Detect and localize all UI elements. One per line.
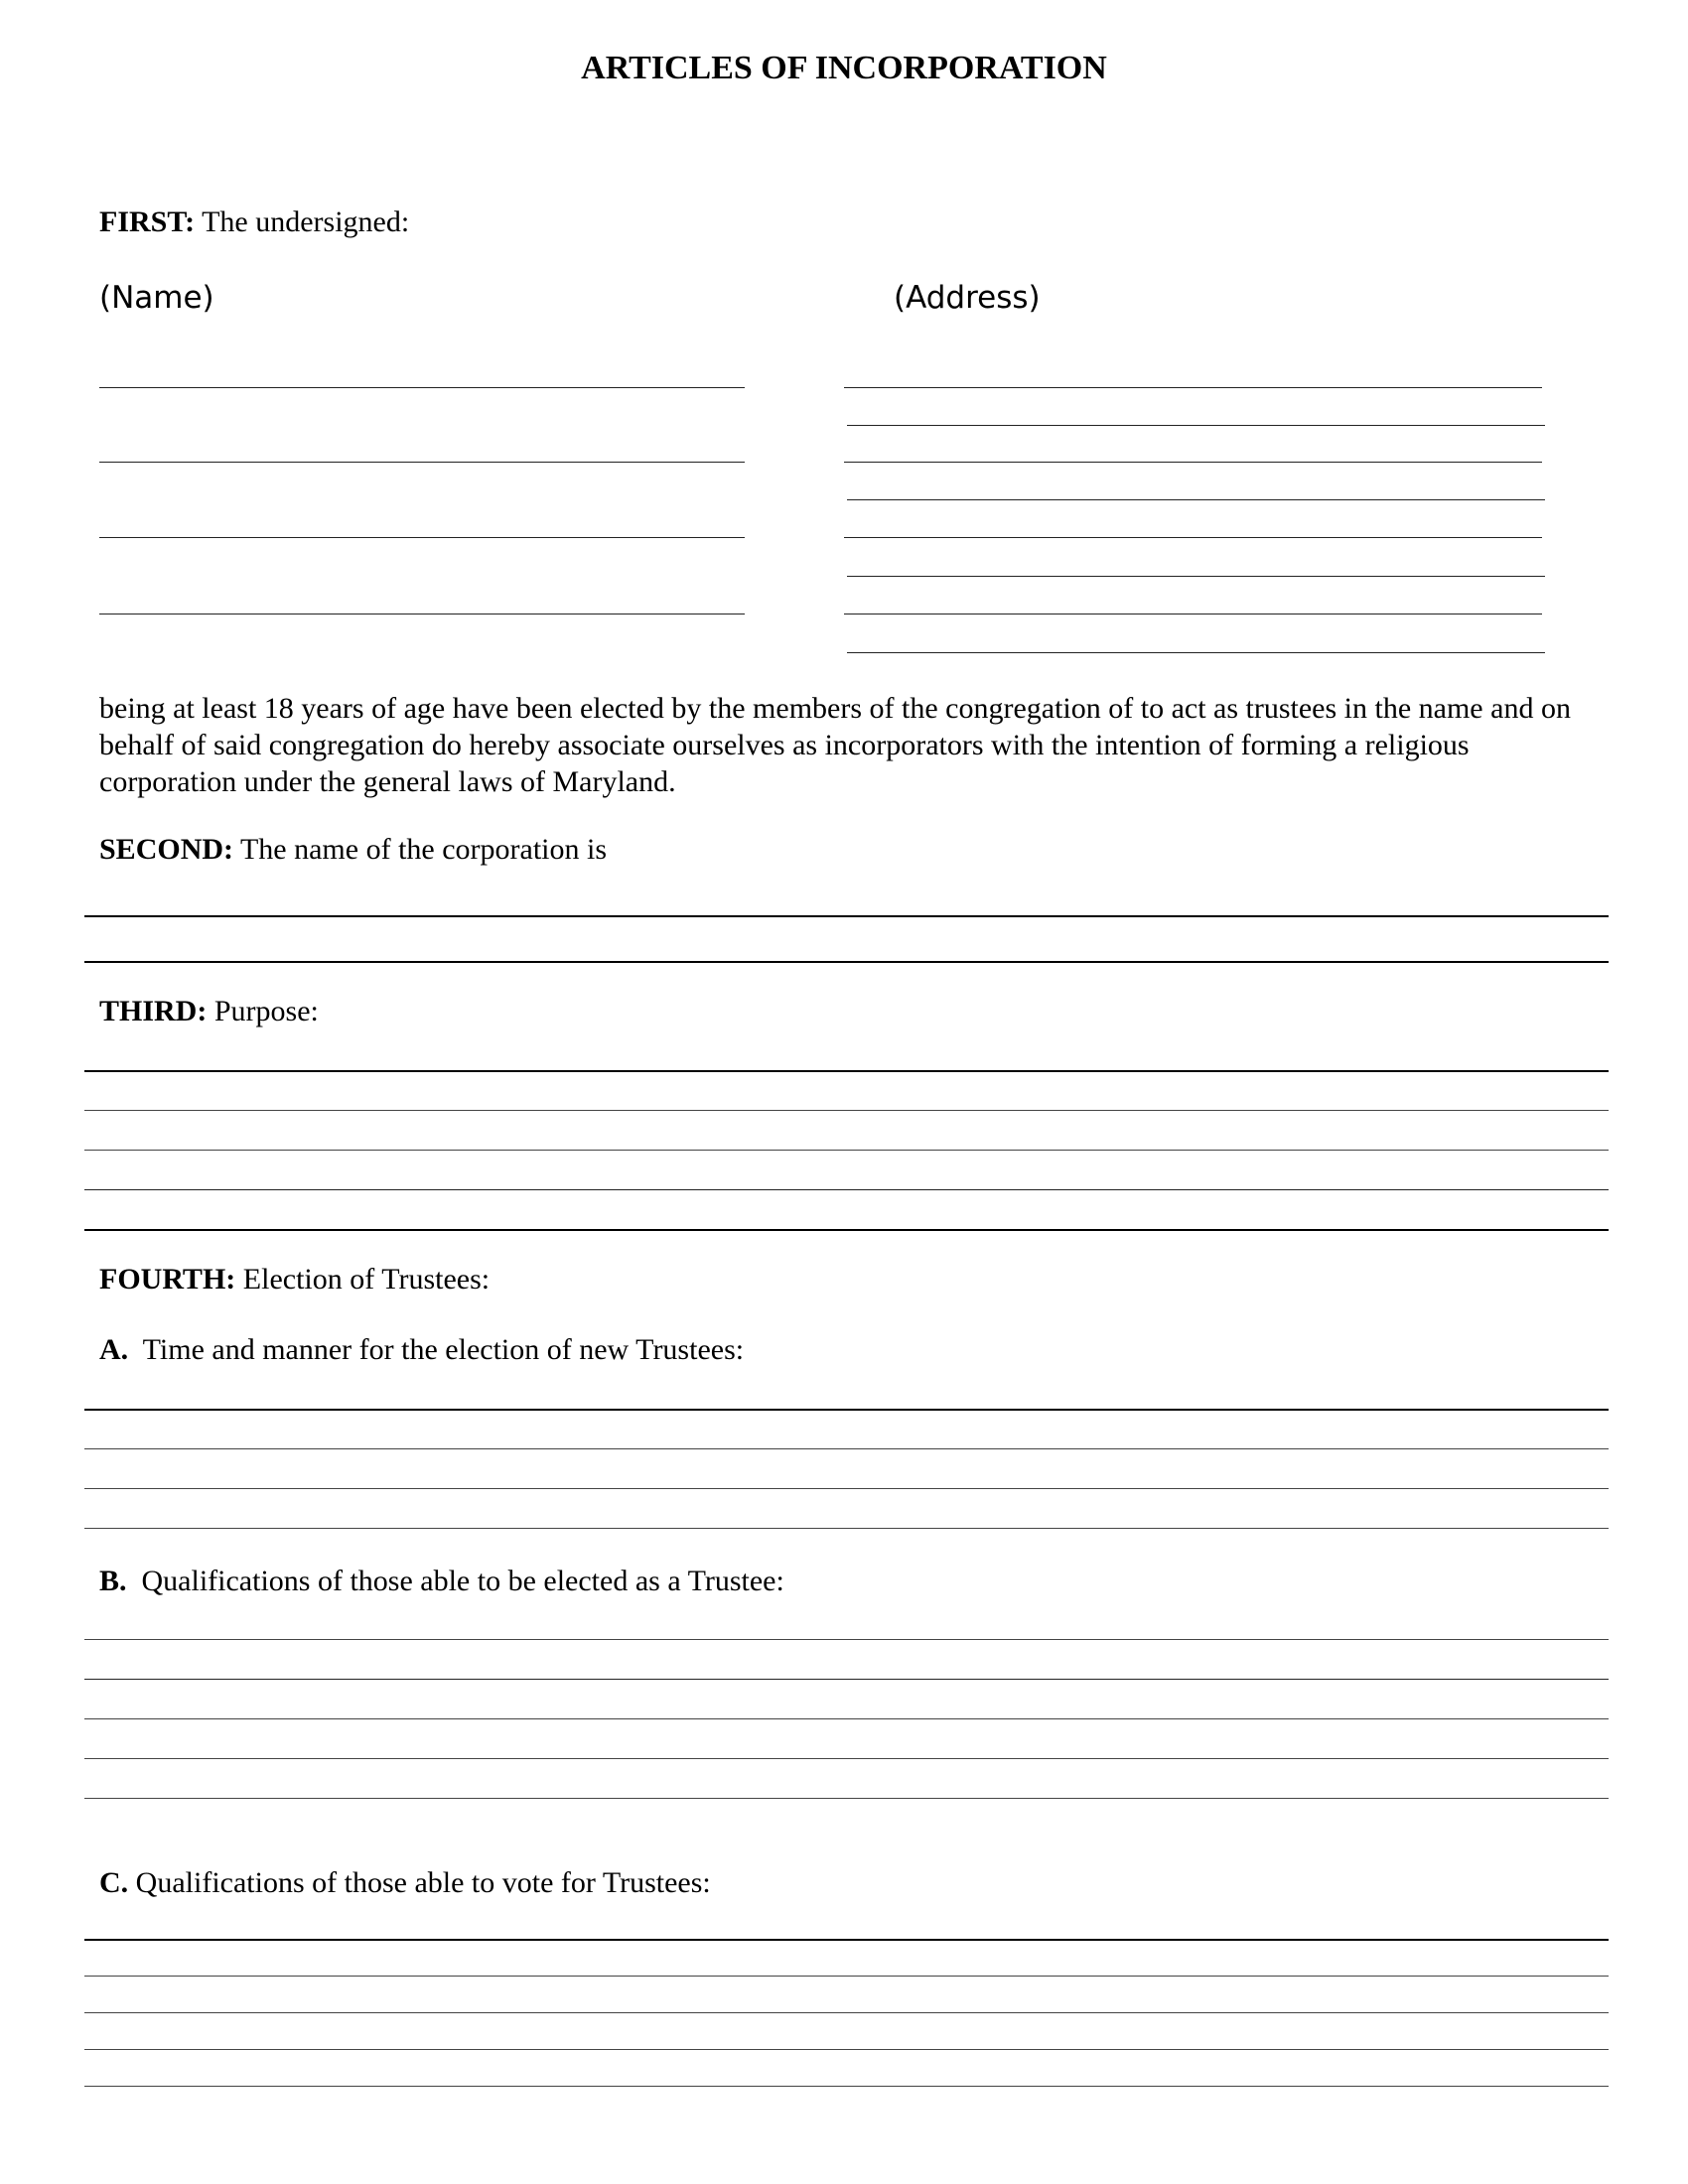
fourth-b-text: Qualifications of those able to be elected as a Trustee: [126,1565,784,1597]
first-text: The undersigned: [195,205,410,238]
fourth-a-text: Time and manner for the election of new Trustees: [128,1333,745,1366]
incorporators-paragraph: being at least 18 years of age have been elected by the members of the congregation of to act as trustees in the name and on behalf of said congregation do hereby associate ourselves as incorporators with the intention of forming a religious corporation under the general laws of Maryland. [99,692,1571,798]
address-blank-4[interactable] [847,499,1545,500]
fourth-a-heading [99,1331,744,1369]
voter-qualification-line-1[interactable] [84,1939,1609,1941]
address-blank-6[interactable] [847,576,1545,577]
trustee-qualification-line-5[interactable] [84,1798,1609,1799]
fourth-section-heading [99,1261,490,1298]
third-text: Purpose: [207,995,319,1027]
trustee-qualification-line-2[interactable] [84,1679,1609,1680]
name-blank-3[interactable] [99,537,745,538]
trustee-qualification-line-1[interactable] [84,1639,1609,1640]
name-blank-2[interactable] [99,462,745,463]
document-title: ARTICLES OF INCORPORATION [581,50,1107,86]
voter-qualification-line-4[interactable] [84,2049,1609,2050]
fourth-label: FOURTH: [99,1263,236,1296]
third-section-heading [99,993,319,1030]
address-blank-5[interactable] [844,537,1542,538]
purpose-line-2[interactable] [84,1110,1609,1111]
corporation-name-line-1[interactable] [84,915,1609,917]
trustee-qualification-line-3[interactable] [84,1718,1609,1719]
election-line-1[interactable] [84,1409,1609,1411]
fourth-b-label: B. [99,1565,127,1597]
fourth-c-label: C. [99,1866,129,1899]
corporation-name-line-2[interactable] [84,961,1609,963]
voter-qualification-line-5[interactable] [84,2086,1609,2087]
name-column-header: (Name) [99,280,214,316]
address-blank-3[interactable] [844,462,1542,463]
purpose-line-4[interactable] [84,1189,1609,1190]
purpose-line-3[interactable] [84,1150,1609,1151]
second-text: The name of the corporation is [233,833,608,866]
fourth-c-heading [99,1864,711,1902]
election-line-3[interactable] [84,1488,1609,1489]
purpose-line-1[interactable] [84,1070,1609,1072]
address-column-header: (Address) [894,280,1041,316]
second-section-heading [99,831,607,869]
purpose-line-5[interactable] [84,1229,1609,1231]
election-line-4[interactable] [84,1528,1609,1529]
fourth-text: Election of Trustees: [235,1263,491,1296]
first-section-heading [99,204,409,241]
trustee-qualification-line-4[interactable] [84,1758,1609,1759]
first-label: FIRST: [99,205,196,238]
address-blank-1[interactable] [844,387,1542,388]
name-blank-1[interactable] [99,387,745,388]
fourth-c-text: Qualifications of those able to vote for Trustees: [128,1866,711,1899]
voter-qualification-line-3[interactable] [84,2012,1609,2013]
address-blank-2[interactable] [847,425,1545,426]
fourth-a-label: A. [99,1333,129,1366]
fourth-b-heading [99,1563,784,1600]
election-line-2[interactable] [84,1448,1609,1449]
address-blank-8[interactable] [847,652,1545,653]
voter-qualification-line-2[interactable] [84,1976,1609,1977]
second-label: SECOND: [99,833,234,866]
third-label: THIRD: [99,995,208,1027]
